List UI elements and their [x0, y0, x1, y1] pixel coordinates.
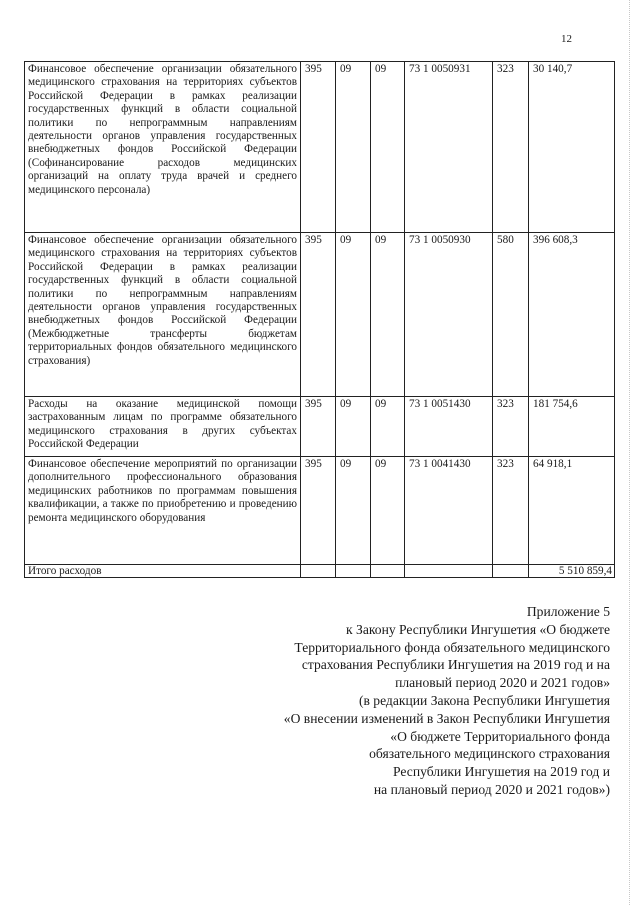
subsection-code: 09: [371, 397, 405, 457]
row-description: Финансовое обеспечение организации обязательного медицинского страхования на территориях субъектов Российской Федерации в рамках реализации государственных функций в области социальной политики по непрограммным направлениям деятельности органов управления государственных внебюджетных фондов Российской Федерации (Софинансирование расходов медицинских организаций на оплату труда врачей и среднего медицинского персонала): [25, 62, 301, 233]
table-row: [25, 457, 615, 565]
amount-value: 396 608,3: [529, 233, 615, 397]
table-row: [25, 397, 615, 457]
subsection-code: 09: [371, 233, 405, 397]
section-code: 09: [336, 62, 371, 233]
subsection-code: 09: [371, 62, 405, 233]
ministry-code: 395: [301, 233, 336, 397]
expense-type-code: 323: [493, 457, 529, 565]
appendix-line: плановый период 2020 и 2021 годов»: [395, 675, 610, 691]
ministry-code: 395: [301, 397, 336, 457]
total-row: [25, 565, 615, 578]
amount-value: 30 140,7: [529, 62, 615, 233]
row-description: Финансовое обеспечение мероприятий по организации дополнительного профессионального образования медицинских работников по программам повышения квалификации, а также по приобретению и проведению ремонта медицинского оборудования: [25, 457, 301, 565]
expense-type-code: 580: [493, 233, 529, 397]
target-article-code: 73 1 0041430: [405, 457, 493, 565]
section-code: 09: [336, 233, 371, 397]
target-article-code: 73 1 0050931: [405, 62, 493, 233]
appendix-line: обязательного медицинского страхования: [369, 746, 610, 762]
expense-type-code: 323: [493, 62, 529, 233]
appendix-line: Территориального фонда обязательного медицинского: [294, 639, 610, 655]
table-row: [25, 233, 615, 397]
total-amount: 5 510 859,4: [529, 565, 615, 578]
total-label: Итого расходов: [25, 565, 301, 578]
amount-value: 181 754,6: [529, 397, 615, 457]
ministry-code: 395: [301, 457, 336, 565]
expense-type-code: 323: [493, 397, 529, 457]
page-number: 12: [561, 33, 572, 45]
subsection-code: 09: [371, 457, 405, 565]
table-row: [25, 62, 615, 233]
appendix-heading: [180, 603, 610, 799]
appendix-line: к Закону Республики Ингушетия «О бюджете: [346, 621, 610, 637]
appendix-line: «О внесении изменений в Закон Республики Ингушетия: [283, 710, 610, 726]
appendix-line: на плановый период 2020 и 2021 годов»): [373, 781, 610, 797]
row-description: Расходы на оказание медицинской помощи застрахованным лицам по программе обязательного медицинского страхования в других субъектах Российской Федерации: [25, 397, 301, 457]
ministry-code: 395: [301, 62, 336, 233]
row-description: Финансовое обеспечение организации обязательного медицинского страхования на территориях субъектов Российской Федерации в рамках реализации государственных функций в области социальной политики по непрограммным направлениям деятельности органов управления государственных внебюджетных фондов Российской Федерации (Межбюджетные трансферты бюджетам территориальных фондов обязательного медицинского страхования): [25, 233, 301, 397]
scan-edge-mark: [629, 0, 631, 905]
expenses-table: [24, 61, 615, 578]
target-article-code: 73 1 0051430: [405, 397, 493, 457]
appendix-line: страхования Республики Ингушетия на 2019 год и на: [301, 657, 610, 673]
amount-value: 64 918,1: [529, 457, 615, 565]
appendix-line: Приложение 5: [526, 604, 610, 619]
section-code: 09: [336, 457, 371, 565]
appendix-line: (в редакции Закона Республики Ингушетия: [358, 692, 610, 708]
target-article-code: 73 1 0050930: [405, 233, 493, 397]
appendix-line: «О бюджете Территориального фонда: [390, 728, 610, 744]
section-code: 09: [336, 397, 371, 457]
appendix-line: Республики Ингушетия на 2019 год и: [393, 764, 610, 780]
